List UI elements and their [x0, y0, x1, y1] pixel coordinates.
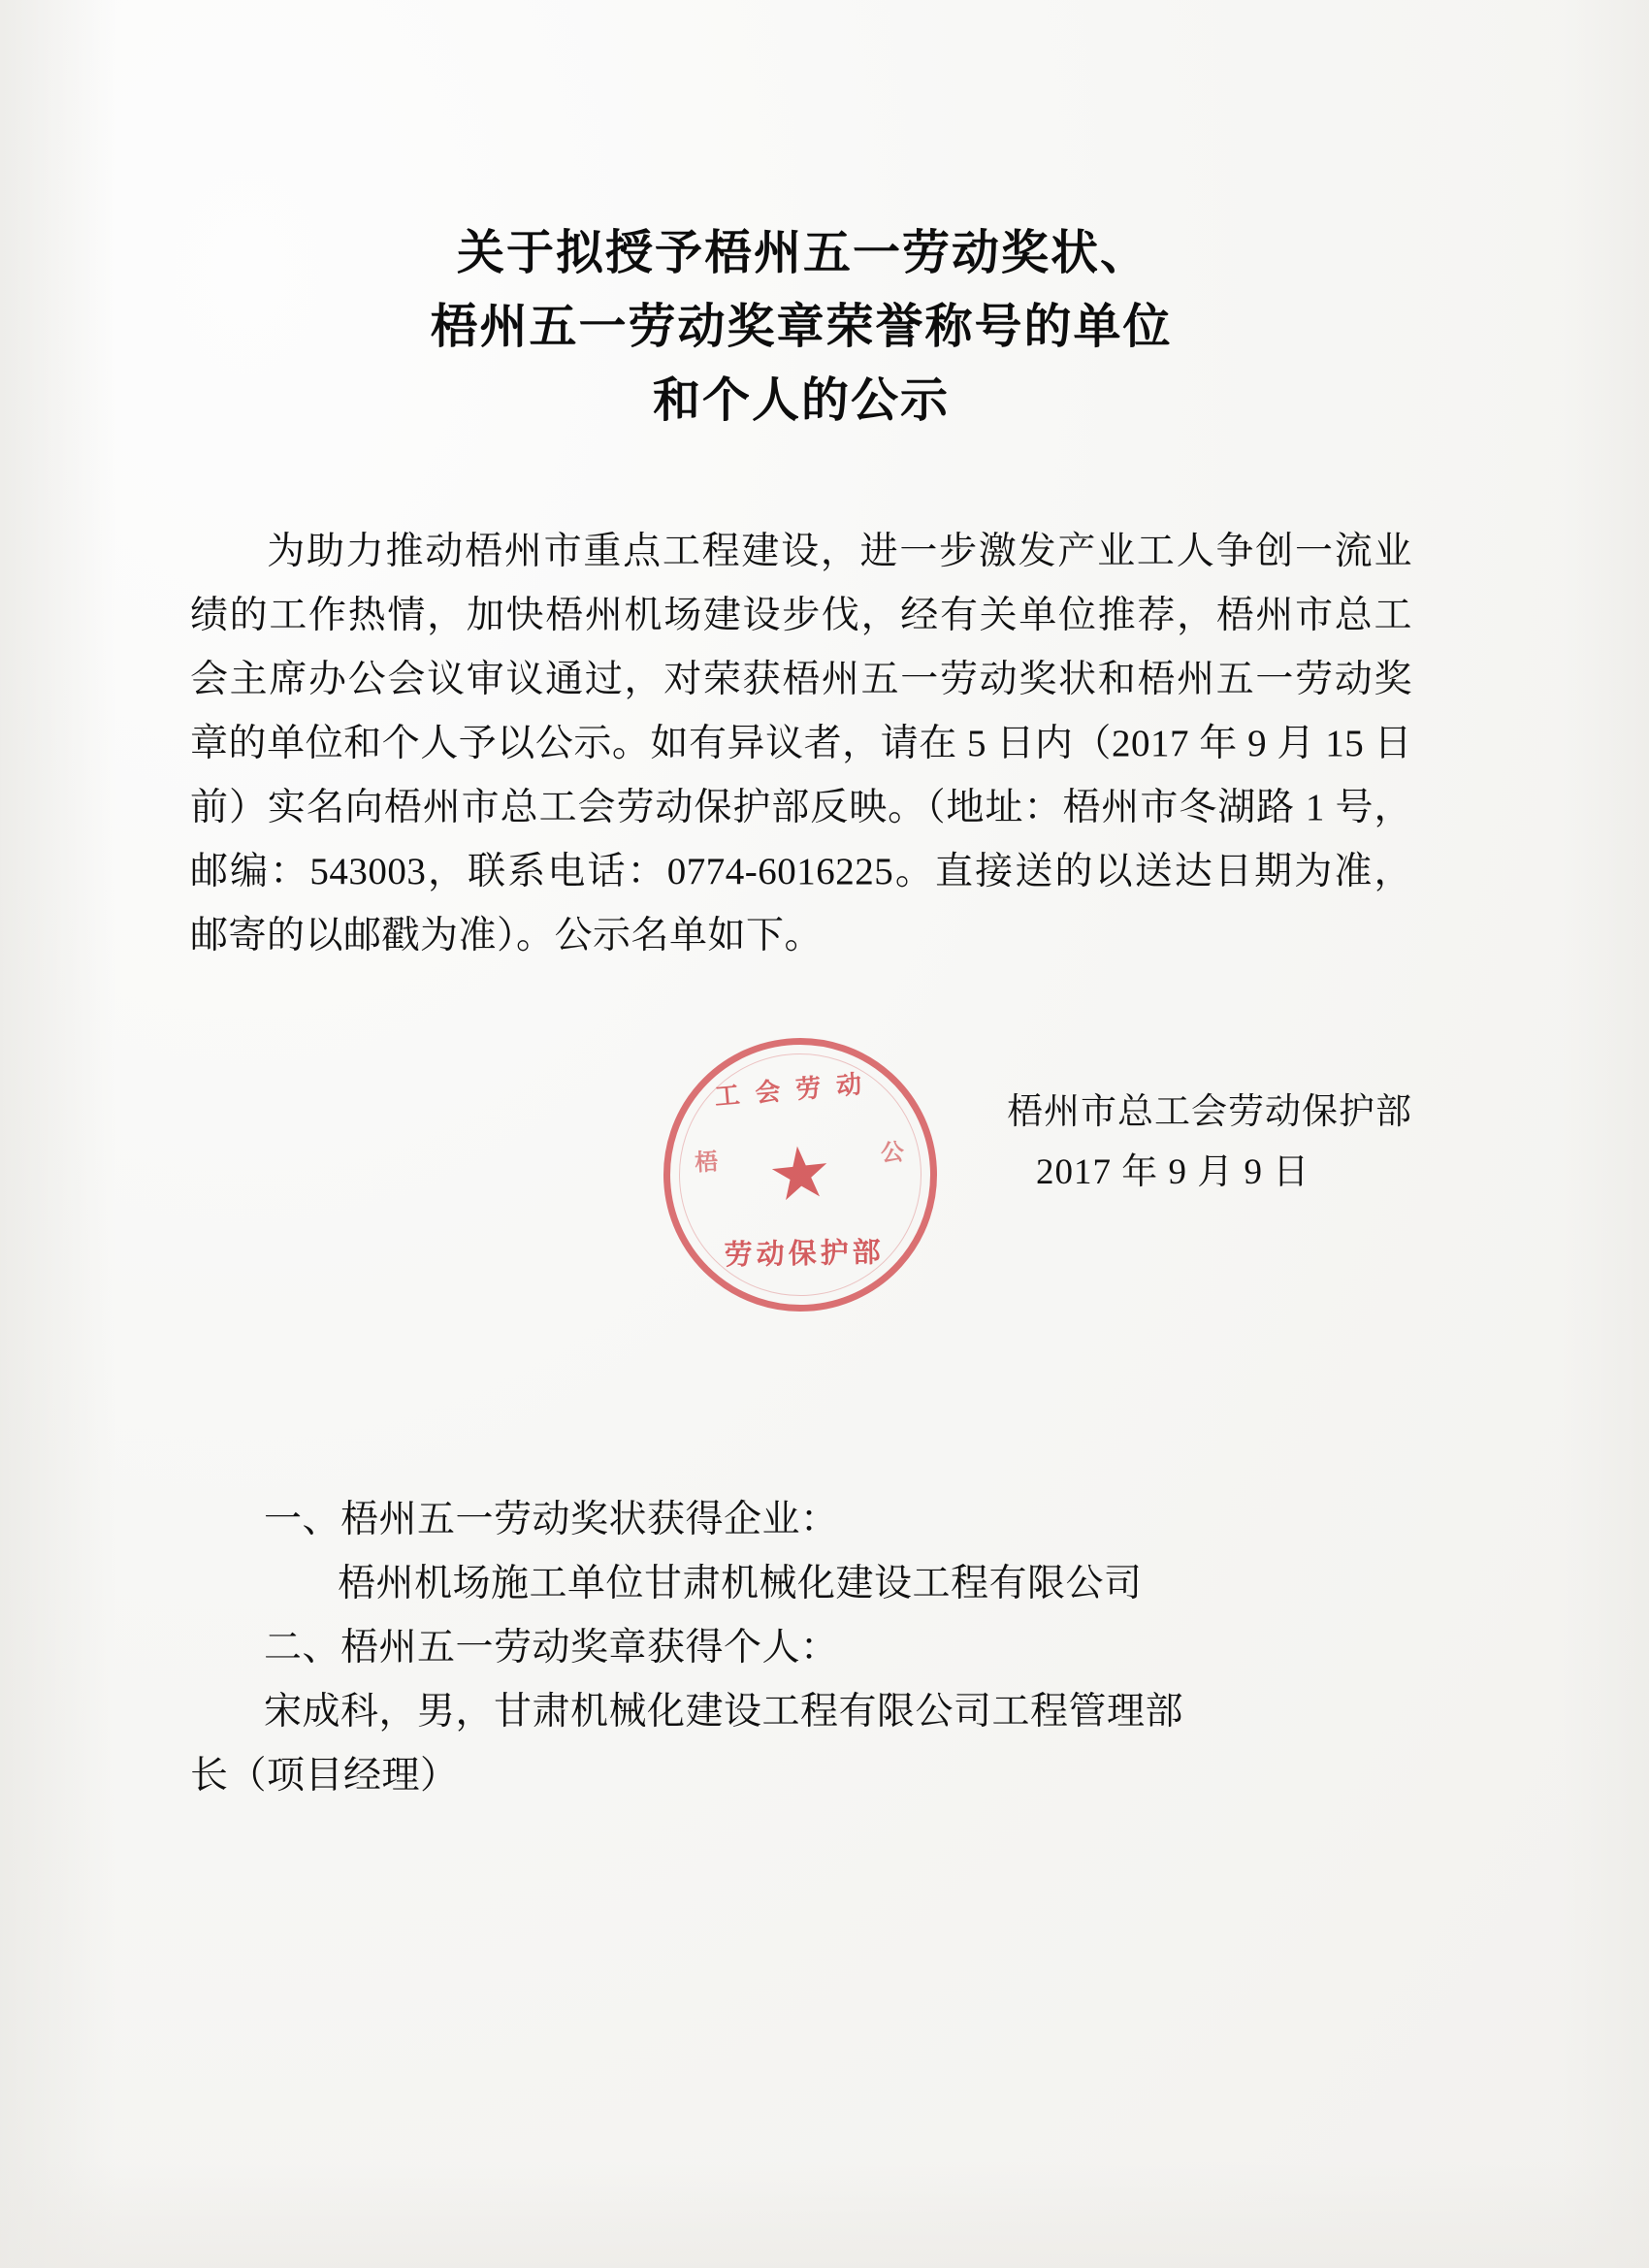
seal-bottom-text: 劳动保护部: [724, 1237, 885, 1272]
body-paragraph: [190, 520, 1412, 968]
issue-date: 2017 年 9 月 9 日: [1036, 1152, 1310, 1192]
award-list-section: [190, 1488, 1412, 1808]
seal-side-left-text: 梧: [694, 1150, 719, 1177]
title-line-1: 关于拟授予梧州五一劳动奖状、: [456, 224, 1149, 280]
signature-block: [190, 1065, 1412, 1308]
seal-star-icon: ★: [763, 1131, 837, 1218]
title-line-2: 梧州五一劳动奖章荣誉称号的单位: [430, 298, 1173, 354]
section-1-heading: 一、梧州五一劳动奖状获得企业：: [264, 1499, 839, 1540]
official-seal-icon: [657, 1031, 944, 1318]
seal-side-right-text: 公: [880, 1140, 905, 1167]
section-1-item: 梧州机场施工单位甘肃机械化建设工程有限公司: [338, 1563, 1143, 1604]
section-2-item-line-1: 宋成科，男，甘肃机械化建设工程有限公司工程管理部: [264, 1691, 1184, 1733]
section-2-item-line-2: 长（项目经理）: [190, 1755, 459, 1797]
seal-top-text: 工会劳动: [713, 1068, 879, 1112]
issuing-department: 梧州市总工会劳动保护部: [1007, 1092, 1412, 1132]
section-2-item: [190, 1680, 1412, 1808]
title-line-3: 和个人的公示: [652, 372, 950, 428]
document-content: [190, 0, 1412, 1808]
paper-shadow-left: [0, 0, 116, 2268]
paragraph-text: 为助力推动梧州市重点工程建设，进一步激发产业工人争创一流业绩的工作热情，加快梧州机场建设步伐，经有关单位推荐，梧州市总工会主席办公会议审议通过，对荣获梧州五一劳动奖状和梧州五一劳动奖章的单位和个人予以公示。如有异议者，请在 5 日内（2017 年 9 月 15 日前）实名向梧州市总工会劳动保护部反映。（地址：梧州市冬湖路 1 号，邮编：543003，联系电话：0774-6016225。直接送的以送达日期为准，邮寄的以邮戳为准）。公示名单如下。: [190, 531, 1412, 956]
section-2-heading: 二、梧州五一劳动奖章获得个人：: [264, 1627, 839, 1669]
signature-lines: [1007, 1083, 1412, 1203]
paper-shadow-right: [1562, 0, 1649, 2268]
document-title: [190, 215, 1412, 437]
paper-shadow-bottom: [0, 2161, 1649, 2268]
